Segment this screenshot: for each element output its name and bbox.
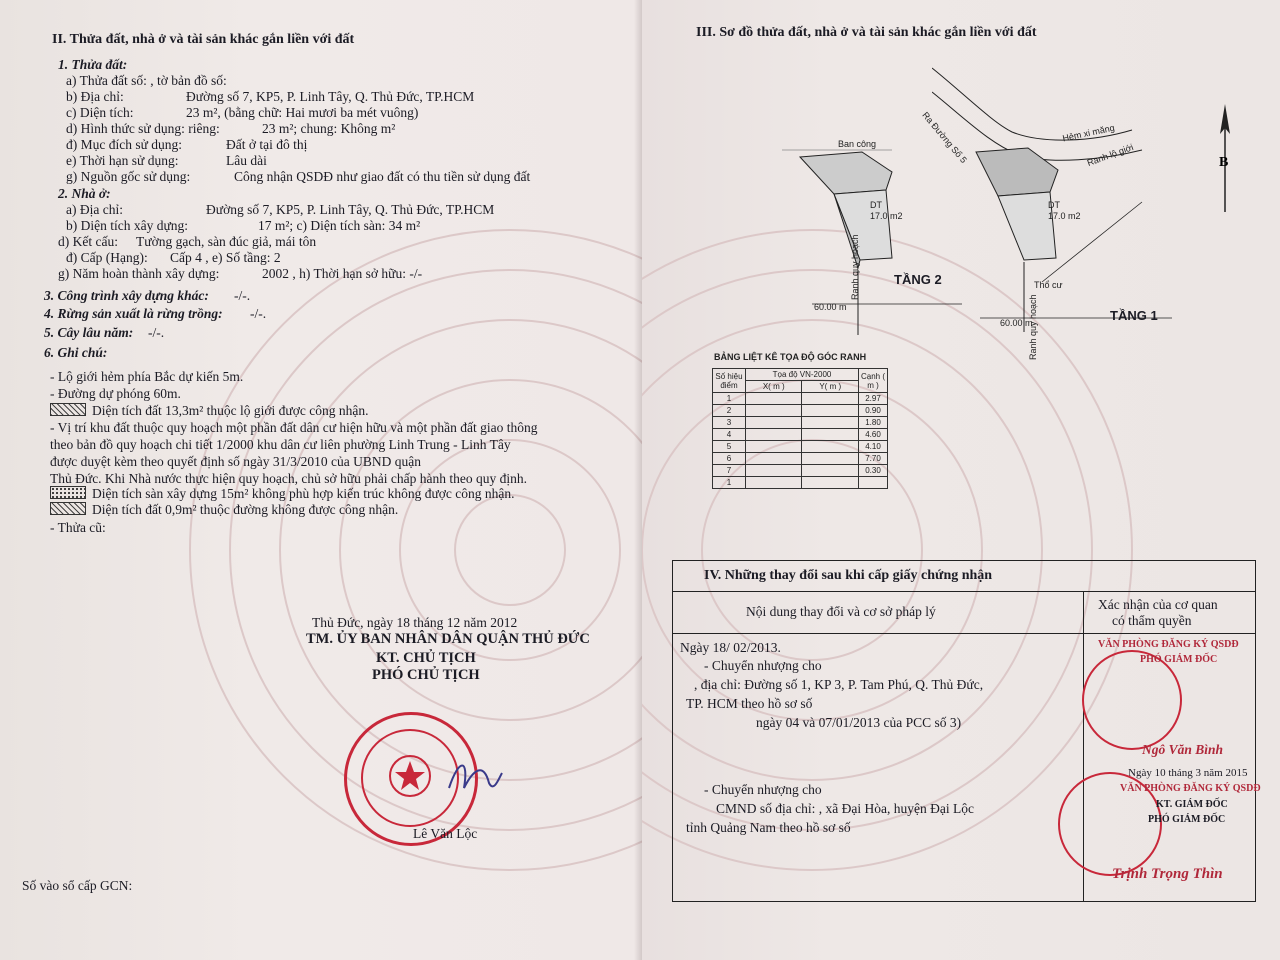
registry-number: Số vào sổ cấp GCN: <box>22 878 133 893</box>
col-point-no: Số hiệu điểm <box>713 369 746 393</box>
col-y: Y( m ) <box>802 381 859 393</box>
emblem-icon <box>387 753 433 799</box>
perennial: -/-. <box>148 325 165 340</box>
dots-legend-icon <box>50 486 86 499</box>
parcel-address-label: b) Địa chỉ: <box>66 89 124 104</box>
planning-line-label: Ranh quy hoạch <box>1028 294 1038 360</box>
alley-label: Hẻm xi măng <box>1061 122 1116 144</box>
right-page <box>642 0 1280 960</box>
north-arrow-icon <box>1214 104 1236 216</box>
cell: 2 <box>713 405 746 417</box>
forest-heading: 4. Rừng sản xuất là rừng trồng: <box>44 306 223 321</box>
note-line: - Lộ giới hẻm phía Bắc dự kiến 5m. <box>50 369 244 384</box>
cell: 3 <box>713 417 746 429</box>
parcel-area: 23 m², (bằng chữ: Hai mươi ba mét vuông) <box>186 105 419 120</box>
table-row <box>713 465 888 477</box>
col-x: X( m ) <box>746 381 802 393</box>
sign-organization: TM. ỦY BAN NHÂN DÂN QUẬN THỦ ĐỨC <box>306 631 590 647</box>
perennial-heading: 5. Cây lâu năm: <box>44 325 134 340</box>
hatch-legend-icon <box>50 502 86 515</box>
note-line: Diện tích đất 0,9m² thuộc đường không được công nhận. <box>50 502 398 518</box>
entry-line: tỉnh Quảng Nam theo hồ sơ số <box>686 820 851 835</box>
area-label: DT <box>1048 200 1060 210</box>
other-construction-heading: 3. Công trình xây dựng khác: <box>44 288 209 303</box>
cell: 1 <box>713 477 746 489</box>
cell: 1 <box>713 393 746 405</box>
cell <box>859 477 888 489</box>
svg-text:B: B <box>1219 155 1229 170</box>
usage-form: 23 m²; chung: Không m² <box>262 121 396 136</box>
balcony-label: Ban công <box>838 139 877 149</box>
completion-year-label: g) Năm hoàn thành xây dựng: <box>58 266 220 281</box>
cell: 5 <box>713 441 746 453</box>
note-line: theo bản đồ quy hoạch chi tiết 1/2000 khu dân cư liên phường Linh Trung - Linh Tây <box>50 437 511 452</box>
cell: 0.30 <box>859 465 888 477</box>
boundary-label: Ranh lộ giới <box>1085 142 1135 168</box>
usage-form-label: d) Hình thức sử dụng: riêng: <box>66 121 220 136</box>
signer-name: Lê Văn Lộc <box>413 826 478 841</box>
area-value: 17.0 m2 <box>870 211 903 221</box>
house-heading: 2. Nhà ở: <box>58 186 111 201</box>
entry-line: Ngày 18/ 02/2013. <box>680 640 781 655</box>
stamp-role-1: PHÓ GIÁM ĐỐC <box>1140 654 1218 665</box>
confirm-date-2: Ngày 10 tháng 3 năm 2015 <box>1128 767 1248 779</box>
cell: 1.80 <box>859 417 888 429</box>
note-line: Diện tích sàn xây dựng 15m² không phù hợp kiến trúc không được công nhận. <box>50 486 515 502</box>
build-area: 17 m²; c) Diện tích sàn: 34 m² <box>258 218 421 233</box>
table-row <box>713 417 888 429</box>
entry-line: ngày 04 và 07/01/2013 của PCC số 3) <box>756 715 962 730</box>
note-line: - Đường dự phóng 60m. <box>50 386 181 401</box>
house-grade-label: đ) Cấp (Hạng): <box>66 250 148 265</box>
hatch-legend-icon <box>50 403 86 416</box>
road-direction-label: Ra Đường Số 5 <box>920 110 969 166</box>
section-3-title: III. Sơ đồ thửa đất, nhà ở và tài sản khác gắn liền với đất <box>696 25 1037 40</box>
table-row <box>713 369 888 381</box>
parcel-area-label: c) Diện tích: <box>66 105 134 120</box>
note-line: - Thửa cũ: <box>50 520 106 535</box>
coord-table-title: BẢNG LIỆT KÊ TỌA ĐỘ GÓC RANH <box>714 352 867 362</box>
stamp-office-1: VĂN PHÒNG ĐĂNG KÝ QSDĐ <box>1098 639 1239 650</box>
floor-2-label: TẦNG 2 <box>894 272 942 287</box>
entry-line: , địa chỉ: Đường số 1, KP 3, P. Tam Phú, Q. Thủ Đức, <box>694 677 984 692</box>
usage-term-label: e) Thời hạn sử dụng: <box>66 153 179 168</box>
house-address: Đường số 7, KP5, P. Linh Tây, Q. Thủ Đức, TP.HCM <box>206 202 495 217</box>
col-confirm-header-2: có thẩm quyền <box>1112 613 1192 628</box>
cell: 4.60 <box>859 429 888 441</box>
signer-2: Trịnh Trọng Thìn <box>1112 866 1223 882</box>
col-content-header: Nội dung thay đổi và cơ sở pháp lý <box>746 604 936 619</box>
usage-purpose: Đất ở tại đô thị <box>226 137 308 152</box>
col-coord: Tọa độ VN-2000 <box>746 369 859 381</box>
structure: Tường gạch, sàn đúc giả, mái tôn <box>136 234 317 249</box>
notes-heading: 6. Ghi chú: <box>44 345 108 360</box>
other-construction: -/-. <box>234 288 251 303</box>
build-area-label: b) Diện tích xây dựng: <box>66 218 189 233</box>
usage-origin-label: g) Nguồn gốc sử dụng: <box>66 169 191 184</box>
structure-label: d) Kết cấu: <box>58 234 118 249</box>
resident-label: Thổ cư <box>1034 280 1063 290</box>
note-line: Diện tích đất 13,3m² thuộc lộ giới được công nhận. <box>50 403 368 419</box>
note-line: được duyệt kèm theo quyết định số ngày 31/3/2010 của UBND quận <box>50 454 422 469</box>
table-row <box>713 405 888 417</box>
entry-line: CMND số địa chỉ: , xã Đại Hòa, huyện Đại Lộc <box>716 801 974 816</box>
floor-1-plan <box>932 52 1192 342</box>
cell: 6 <box>713 453 746 465</box>
section-4-title: IV. Những thay đổi sau khi cấp giấy chứng nhận <box>704 568 993 583</box>
area-label: DT <box>870 200 882 210</box>
stamp-role-2a: KT. GIÁM ĐỐC <box>1156 799 1228 810</box>
col-confirm-header-1: Xác nhận của cơ quan <box>1098 597 1218 612</box>
table-row <box>713 393 888 405</box>
sign-role-1: KT. CHỦ TỊCH <box>376 650 476 666</box>
table-row <box>713 441 888 453</box>
completion-year: 2002 , h) Thời hạn sở hữu: -/- <box>262 266 423 281</box>
floor-1-label: TẦNG 1 <box>1110 308 1158 323</box>
sign-place-date: Thủ Đức, ngày 18 tháng 12 năm 2012 <box>312 615 518 630</box>
table-row <box>713 453 888 465</box>
cell: 2.97 <box>859 393 888 405</box>
section-2-title: II. Thửa đất, nhà ở và tài sản khác gắn liền với đất <box>52 32 355 47</box>
cell: 0.90 <box>859 405 888 417</box>
parcel-address: Đường số 7, KP5, P. Linh Tây, Q. Thủ Đức, TP.HCM <box>186 89 475 104</box>
col-edge: Cạnh ( m ) <box>859 369 888 393</box>
cell: 4 <box>713 429 746 441</box>
usage-term: Lâu dài <box>226 153 267 168</box>
area-value: 17.0 m2 <box>1048 211 1081 221</box>
usage-origin: Công nhận QSDĐ như giao đất có thu tiền sử dụng đất <box>234 169 531 184</box>
signature-mark <box>444 748 504 808</box>
entry-line: TP. HCM theo hồ sơ số <box>686 696 813 711</box>
table-row <box>713 477 888 489</box>
cell: 7.70 <box>859 453 888 465</box>
usage-purpose-label: đ) Mục đích sử dụng: <box>66 137 183 152</box>
parcel-number: a) Thửa đất số: , tờ bản đồ số: <box>66 73 227 88</box>
signer-1: Ngô Văn Bình <box>1142 742 1224 757</box>
note-line: - Vị trí khu đất thuộc quy hoạch một phần đất dân cư hiện hữu và một phần đất giao thông <box>50 420 538 435</box>
cell: 4.10 <box>859 441 888 453</box>
planning-line-label: Ranh quy hoạch <box>850 234 860 300</box>
stamp-role-2b: PHÓ GIÁM ĐỐC <box>1148 814 1226 825</box>
entry-line: - Chuyển nhượng cho <box>704 658 822 673</box>
note-line: Thủ Đức. Khi Nhà nước thực hiện quy hoạch, chủ sở hữu phải chấp hành theo quy định. <box>50 471 527 486</box>
cell: 7 <box>713 465 746 477</box>
house-address-label: a) Địa chỉ: <box>66 202 123 217</box>
parcel-heading: 1. Thửa đất: <box>58 57 128 72</box>
table-row <box>713 429 888 441</box>
stamp-office-2: VĂN PHÒNG ĐĂNG KÝ QSDĐ <box>1120 783 1261 794</box>
forest: -/-. <box>250 306 267 321</box>
sign-role-2: PHÓ CHỦ TỊCH <box>372 667 480 683</box>
road-width: 60.00 m <box>814 302 847 312</box>
road-width: 60.00 m <box>1000 318 1033 328</box>
house-grade: Cấp 4 , e) Số tầng: 2 <box>170 250 281 265</box>
entry-line: - Chuyển nhượng cho <box>704 782 822 797</box>
coord-table <box>712 368 888 489</box>
